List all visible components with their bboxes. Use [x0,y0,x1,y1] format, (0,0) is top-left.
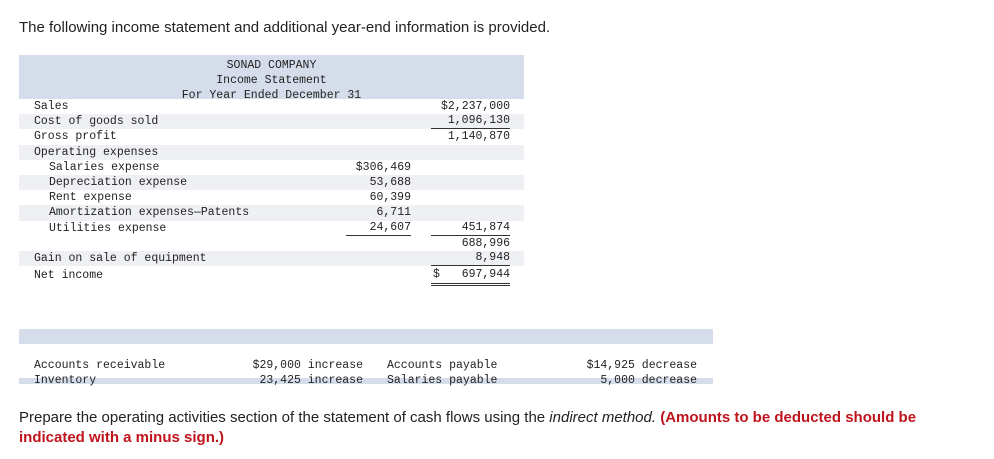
income-statement-header [19,55,524,102]
row-gross-profit [19,129,524,144]
row-salaries [19,160,524,175]
info-row [19,358,713,373]
row-label: Rent expense [49,191,132,205]
row-amount: 60,399 [369,191,411,205]
info-right-value: $14,925 decrease [586,359,697,372]
row-label: Net income [34,269,104,283]
additional-info [19,329,713,387]
additional-info-body [19,344,713,387]
row-amount: 1,096,130 [431,114,510,129]
row-amount: 688,996 [461,236,510,250]
question-prompt [19,408,979,448]
row-amount: 24,607 [346,221,411,236]
row-amount-wrap [431,266,510,286]
row-label: Sales [34,100,69,113]
row-amount: 53,688 [369,175,411,189]
intro-text: The following income statement and additional year-end information is provided. [19,19,551,36]
row-amount: 8,948 [431,251,510,266]
company-name: SONAD COMPANY [226,59,317,72]
row-label: Gross profit [34,130,117,144]
row-amortization [19,205,524,220]
income-statement [19,55,524,286]
row-label: Amortization expenses—Patents [49,206,250,220]
additional-info-header [19,329,713,344]
row-label: Depreciation expense [49,175,188,189]
row-net-income [19,266,524,286]
info-right-label: Accounts payable [387,359,498,372]
prompt-text: Prepare the operating activities section of the statement of cash flows using the [19,409,550,426]
row-total: 451,874 [431,221,510,236]
row-rent [19,190,524,205]
statement-title: Income Statement [216,74,327,87]
row-amount: 6,711 [376,206,411,220]
row-depreciation [19,175,524,190]
row-gain [19,251,524,266]
currency-symbol: $ [433,268,440,282]
row-utilities [19,221,524,236]
row-amount: 697,944 [461,268,510,282]
row-label: Operating expenses [34,145,159,159]
info-left-label: Accounts receivable [34,359,166,372]
row-label: Utilities expense [49,221,167,235]
info-right-label: Salaries payable [387,374,498,387]
row-cogs [19,114,524,129]
row-amount: $306,469 [355,160,411,174]
info-right-value: 5,000 decrease [600,374,697,387]
info-left-label: Inventory [34,374,97,387]
info-left-value: 23,425 increase [259,374,363,387]
row-label: Cost of goods sold [34,115,159,129]
prompt-emphasis: indirect method. [549,409,657,426]
row-operating-expenses [19,145,524,160]
row-subtotal [19,236,524,251]
row-label: Salaries expense [49,160,160,174]
prompt-instruction: (Amounts to be deducted should be indicated with a minus sign.) [19,409,917,446]
row-amount: 1,140,870 [447,130,510,144]
info-row [19,373,713,388]
statement-period: For Year Ended December 31 [181,89,362,102]
row-label: Gain on sale of equipment [34,251,207,265]
row-amount: $2,237,000 [440,100,510,113]
row-sales [19,99,524,114]
info-left-value: $29,000 increase [252,359,363,372]
